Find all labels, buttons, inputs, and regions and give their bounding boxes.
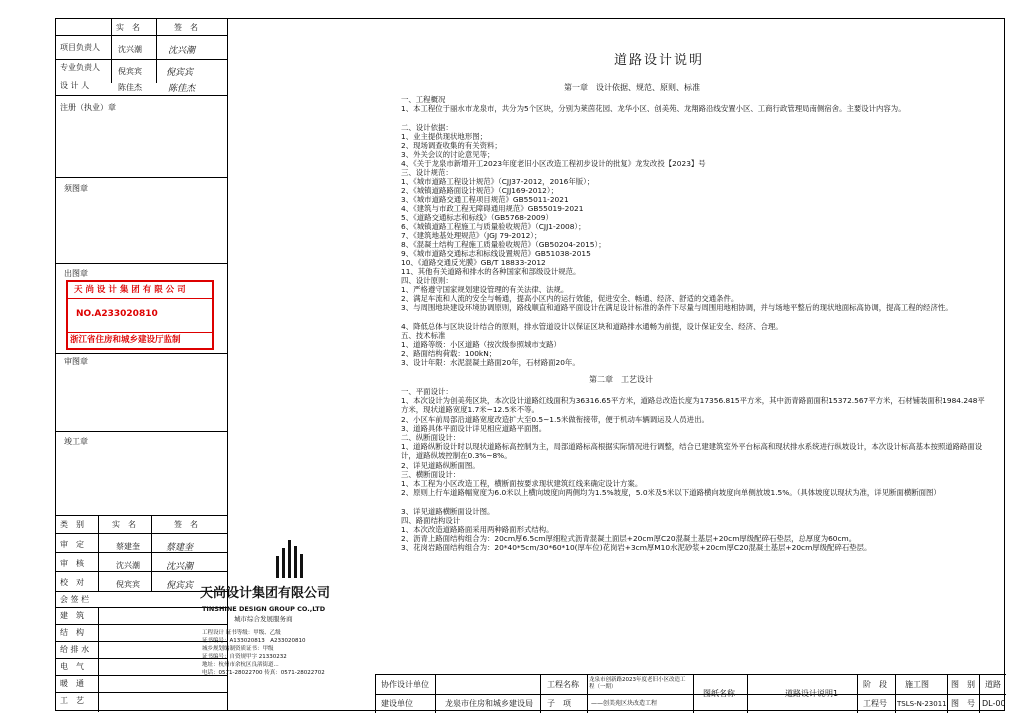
text-line: 一、平面设计： [401,387,453,396]
page-title: 道路设计说明 [614,53,705,68]
approval-signature: 沈兴潮 [166,562,194,572]
role-signature: 倪宾宾 [166,68,194,78]
approval-label: 审 核 [60,559,84,568]
drawing-label: 图纸名称 [703,689,735,698]
text-line: 3、外关会议的讨论意见等； [401,150,495,159]
text-line: 3、详见道路横断面设计图。 [401,507,495,516]
approval-head-name: 实 名 [112,520,136,529]
text-line: 2、现场调查收集的有关资料； [401,141,502,150]
discipline-label: 电 气 [60,662,84,671]
drawing-value: 道路设计说明1 [785,689,839,698]
company-info-line: 证书编号：A133020813 A233020810 [202,638,306,644]
text-line: 四、设计原则： [401,276,453,285]
text-line: 1、道路等级：小区道路（按次级参照城市支路） [401,340,561,349]
approval-name: 沈兴潮 [116,561,140,570]
design-notes [234,19,1000,674]
approval-head-signature: 签 名 [174,520,198,529]
company-name-cn: 天尚设计集团有限公司 [200,586,331,601]
text-line: 1、本工程为小区改造工程，横断面按要求现状建筑红线来确定设计方案。 [401,479,643,488]
approval-label: 审 定 [60,540,84,549]
text-line: 4、降低总体与区块设计结合的原则，排水管道设计以保证区块和道路排水通畅为前提，设计保证安全、经济、合理。 [401,322,783,331]
text-line: 6、《城镇道路工程施工与质量验收规范》（CJJ1-2008）； [401,222,586,231]
stage-value: 施工图 [905,680,929,689]
role-name: 陈佳杰 [118,83,142,92]
text-line: 4、《建筑与市政工程无障碍通用规范》GB55019-2021 [401,204,584,213]
text-line: 2、满足车流和人流的安全与畅通，提高小区内的运行效能，促进安全、畅通、经济、舒适的交通条件。 [401,294,739,303]
text-line: 9、《城市道路交通标志和标线设置规范》GB51038-2015 [401,249,591,258]
text-line: 1、本次设计为创美苑区块，本次设计道路红线面积为36316.65平方米，道路总改造长度为17356.815平方米，其中沥青路面面积15372.567平方米，石材铺装面积1984.248平方米，现状道路宽度1.7米~12.5米不等。 [401,396,985,414]
discipline-label: 给 排 水 [60,645,90,654]
company-info-line: 城乡规划编制资质证书：甲级 [202,646,274,652]
text-line: 3、与周围地块建设环境协调原则，路线顺直和道路平面设计在满足设计标准的条件下尽量与周围用地相协调，并与场地平整后的现状地面标高协调，提高工程的经济性。 [401,303,953,312]
company-logo-icon [272,536,312,580]
seal-label-issue: 出图章 [64,269,88,278]
figure-no-value: DL-00 [982,699,1006,708]
text-line: 四、路面结构设计 [401,516,461,525]
role-name: 倪宾宾 [118,67,142,76]
text-line: 1、本次改造道路路面采用两种路面形式结构。 [401,525,554,534]
figure-type-label: 图 别 [951,680,975,689]
text-line: 5、《道路交通标志和标线》（GB5768-2009） [401,213,553,222]
seal-label-registered: 注册（执业）章 [60,103,116,112]
approval-label: 校 对 [60,578,84,587]
text-line: 2、沥青上路面结构组合为：20cm厚6.5cm厚细粒式沥青混凝土面层+20cm厚C20混凝土基层+20cm厚级配碎石垫层，总厚度为60cm。 [401,534,857,543]
text-line: 二、纵断面设计： [401,433,461,442]
title-block [375,674,1006,713]
company-info-line: 地址：杭州市余杭区良渚街道... [202,662,279,668]
text-line: 3、《城市道路交通工程项目规范》GB55011-2021 [401,195,569,204]
header-real-name: 实 名 [116,23,140,32]
role-signature: 陈佳杰 [168,84,196,94]
seal-label-audit: 审图章 [64,357,88,366]
issue-stamp: 天 尚 设 计 集 团 有 限 公 司 NO.A233020810 浙江省住房和城乡建设厅监制 [66,280,214,350]
company-info-line: 电话：0571-28022700 传真：0571-28022702 [202,670,325,676]
text-line: 11、其他有关道路和排水的各种国家和部级设计规范。 [401,267,581,276]
text-line: 2、详见道路纵断面图。 [401,461,480,470]
text-line: 1、本工程位于丽水市龙泉市，共分为5个区块，分别为莱茵花园、龙华小区、创美苑、龙翔路沿线安置小区、工商行政管理局南侧宿舍。主要设计内容为。 [401,104,906,113]
text-line: 3、设计年限：水泥混凝土路面20年，石材路面20年。 [401,358,580,367]
text-line: 10、《道路交通反光膜》GB/T 18833-2012 [401,258,546,267]
role-label: 专业负责人 [60,63,100,72]
discipline-label: 结 构 [60,628,84,637]
text-line: 8、《混凝土结构工程施工质量验收规范》（GB50204-2015）； [401,240,606,249]
text-line: 五、技术标准 [401,331,446,340]
seal-label-completion: 竣工章 [64,437,88,446]
item-value: ——创美苑区块改造工程 [591,700,658,707]
text-line: 4、《关于龙泉市新增开工2023年度老旧小区改造工程初步设计的批复》龙发改投【2023】号 [401,159,706,168]
figure-type-value: 道路 [985,680,1001,689]
discipline-label: 工 艺 [60,696,84,705]
text-line: 3、花岗岩路面结构组合为：20*40*5cm/30*60*10(厚车位)花岗岩+3cm厚M10水泥砂浆+20cm厚C20混凝土基层+20cm厚级配碎石垫层。 [401,543,872,552]
role-label: 项目负责人 [60,43,100,52]
company-info-line: 工程设计 证书等级：甲级、乙级 [202,630,281,636]
owner-label: 建设单位 [381,699,413,708]
text-line: 一、工程概况 [401,95,446,104]
discipline-label: 暖 通 [60,679,84,688]
stage-label: 阶 段 [863,680,887,689]
figure-no-label: 图 号 [951,699,975,708]
text-line: 1、道路纵断设计时以现状道路标高控制为主，局部道路标高根据实际情况进行调整，结合已建建筑室外平台标高和现状排水系统进行纵坡设计，本次设计标高基本按照道路路面设计，道路纵坡控制在0.3%~8%。 [401,442,983,460]
chapter-heading: 第一章 设计依据、规范、原则、标准 [564,83,700,92]
text-line: 2、《城镇道路路面设计规范》（CJJ169-2012）； [401,186,558,195]
text-line: 1、业主提供现状地形图； [401,132,488,141]
role-label: 设 计 人 [60,81,90,90]
project-no-value: TSLS-N-23011 [897,700,947,708]
role-signature: 沈兴潮 [168,46,196,56]
company-logo-block [188,530,340,680]
text-line: 2、路面结构荷载：100kN； [401,349,497,358]
header-signature: 签 名 [174,23,198,32]
text-line: 三、横断面设计： [401,470,461,479]
text-line: 1、严格遵守国家规划建设管理的有关法律、法规。 [401,285,569,294]
approval-head-category: 类 别 [60,520,84,529]
approval-signature: 倪宾宾 [166,581,194,591]
approval-name: 蔡建奎 [116,542,140,551]
discipline-label: 建 筑 [60,611,84,620]
item-label: 子 项 [547,699,571,708]
project-value: 龙泉市创新路2023年度老旧小区改造工程（一期） [589,677,686,690]
cooperator-label: 协作设计单位 [381,680,429,689]
text-line: 7、《建筑地基处理规范》（JGJ 79-2012）； [401,231,542,240]
company-info-line: 证书编号：自资规甲字 21330232 [202,654,287,660]
owner-value: 龙泉市住房和城乡建设局 [445,699,533,708]
approval-name: 倪宾宾 [116,580,140,589]
company-name-en: TINSHINE DESIGN GROUP CO.,LTD [202,605,326,613]
seal-label-review: 须图章 [64,184,88,193]
project-no-label: 工程号 [863,699,887,708]
company-tagline: 城市综合发展服务商 [234,615,293,623]
project-label: 工程名称 [547,680,579,689]
text-line: 3、道路具体平面设计详见相应道路平面图。 [401,424,547,433]
chapter-heading: 第二章 工艺设计 [589,375,653,384]
text-line: 三、设计规范： [401,168,453,177]
text-line: 二、设计依据： [401,123,453,132]
text-line: 2、小区车前局部沿道路宽度改造扩大至0.5~1.5米做衔接带，便于机动车辆调运及人员进出。 [401,415,709,424]
text-line: 1、《城市道路工程设计规范》（CJJ37-2012，2016年版）； [401,177,595,186]
countersign-title: 会 签 栏 [60,595,90,604]
approval-signature: 蔡建奎 [166,543,194,553]
text-line: 2、原则上行车道路幅宽度为6.0米以上横向坡度向两侧均为1.5%坡度，5.0米及5米以下道路横向坡度向单侧放坡1.5%。（具体坡度以现状为准，详见断面横断面图） [401,488,941,497]
role-name: 沈兴潮 [118,45,142,54]
